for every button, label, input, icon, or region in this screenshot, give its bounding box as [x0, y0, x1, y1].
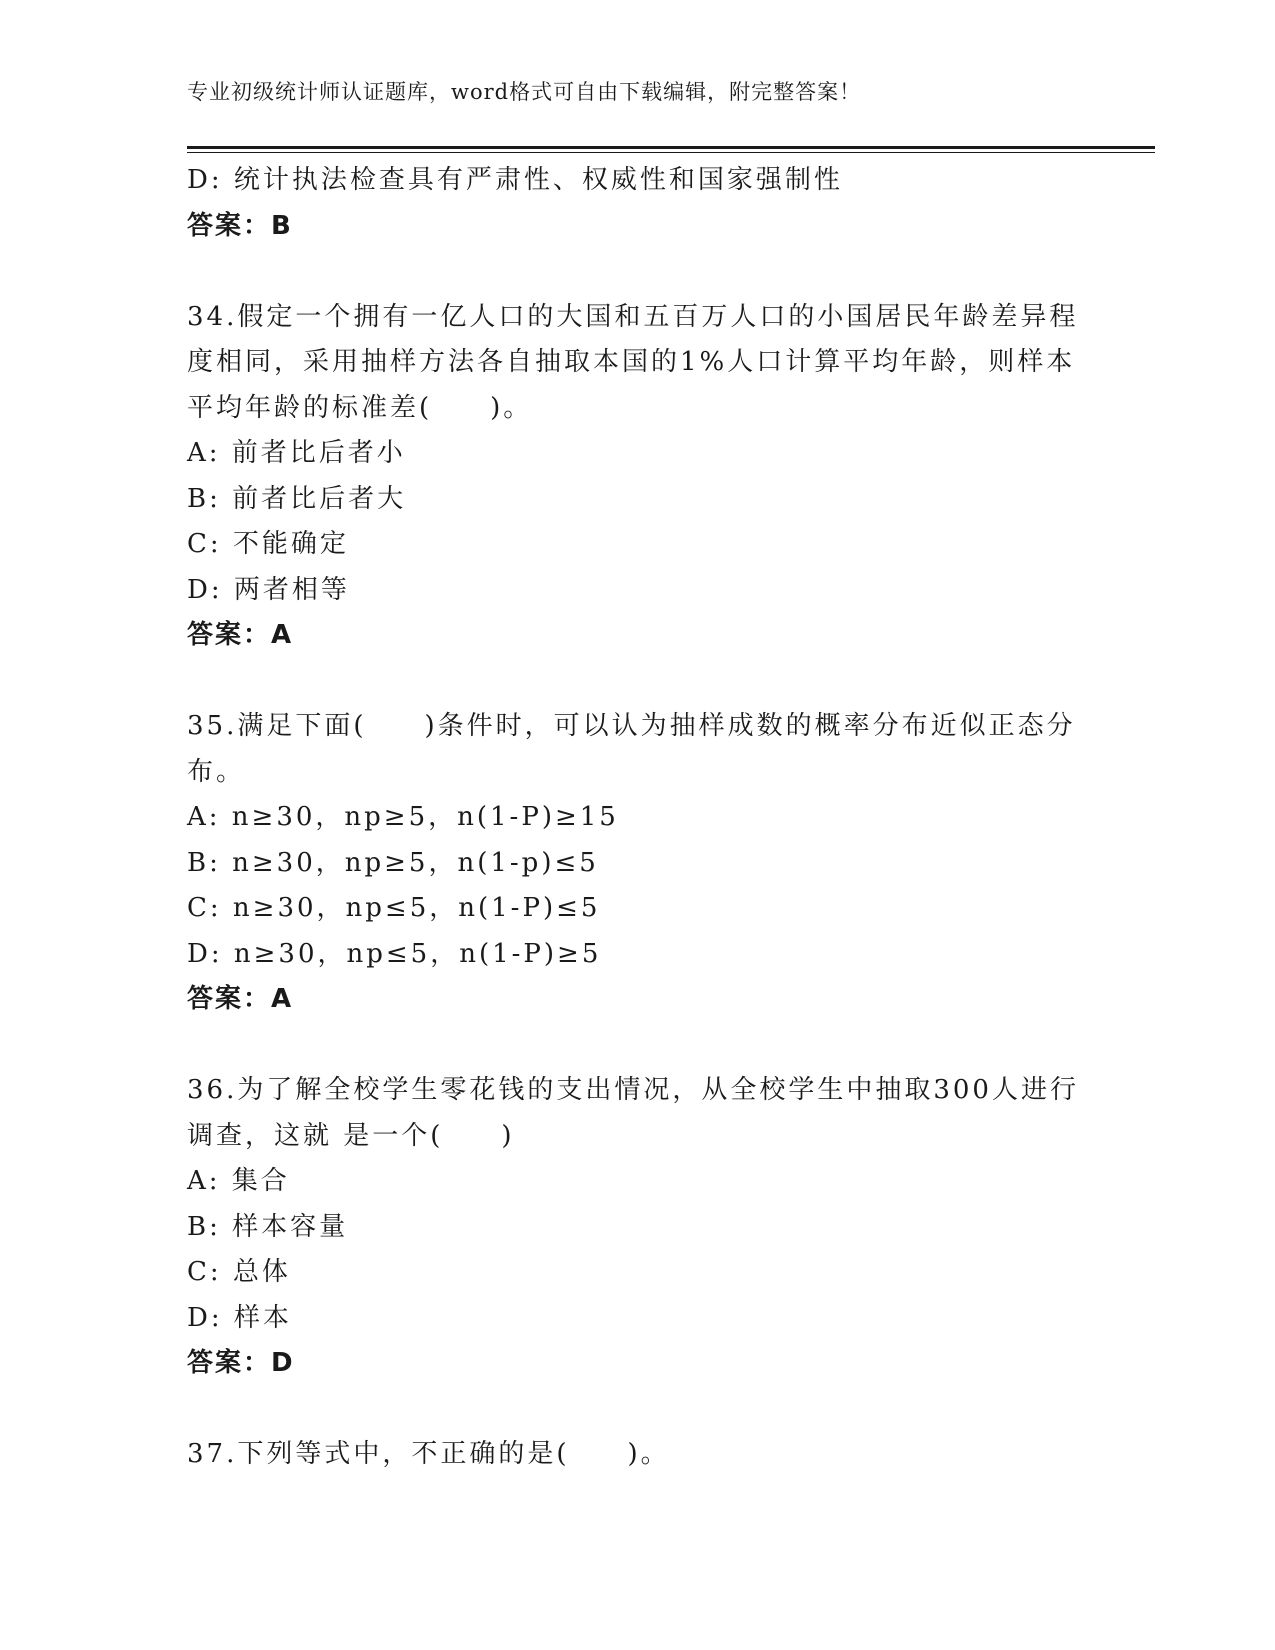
option-a: A: 前者比后者小 [187, 438, 406, 468]
question-34-text-2: 度相同，采用抽样方法各自抽取本国的1%人口计算平均年龄，则样本 [187, 347, 1076, 377]
question-35-text-2: 布。 [187, 756, 246, 787]
option-a: A: 集合 [187, 1166, 290, 1196]
option-d: D: 两者相等 [187, 574, 350, 605]
page-header: 专业初级统计师认证题库，word格式可自由下载编辑，附完整答案！ [187, 80, 862, 104]
option-b: B: n≥30，np≥5，n(1-p)≤5 [187, 847, 599, 878]
spacer [187, 659, 1087, 705]
option-c: C: 总体 [187, 1257, 291, 1287]
answer: 答案：A [187, 620, 294, 650]
spacer [187, 1023, 1087, 1069]
answer: 答案：D [187, 1348, 295, 1378]
option-c: C: n≥30，np≤5，n(1-P)≤5 [187, 893, 601, 923]
question-34-text-3: 平均年龄的标准差( )。 [187, 392, 533, 423]
option-b: B: 样本容量 [187, 1211, 349, 1242]
option-d: D: 统计执法检查具有严肃性、权威性和国家强制性 [187, 165, 843, 195]
option-c: C: 不能确定 [187, 529, 349, 559]
question-34-text-1: 34.假定一个拥有一亿人口的大国和五百万人口的小国居民年龄差异程 [187, 301, 1079, 332]
answer: 答案：B [187, 210, 293, 241]
question-37-text-1: 37.下列等式中，不正确的是( )。 [187, 1439, 670, 1469]
header-rule-thin [187, 152, 1155, 153]
option-d: D: n≥30，np≤5，n(1-P)≥5 [187, 938, 602, 969]
question-content [187, 158, 1087, 1478]
header-rule [187, 146, 1155, 149]
question-36-text-2: 调查，这就 是一个( ) [187, 1120, 515, 1151]
option-b: B: 前者比后者大 [187, 483, 407, 514]
question-35-text-1: 35.满足下面( )条件时，可以认为抽样成数的概率分布近似正态分 [187, 711, 1076, 741]
spacer [187, 1387, 1087, 1433]
option-d: D: 样本 [187, 1302, 292, 1333]
question-36-text-1: 36.为了解全校学生零花钱的支出情况，从全校学生中抽取300人进行 [187, 1075, 1079, 1105]
spacer [187, 249, 1087, 295]
answer: 答案：A [187, 984, 294, 1014]
option-a: A: n≥30，np≥5，n(1-P)≥15 [187, 802, 619, 832]
